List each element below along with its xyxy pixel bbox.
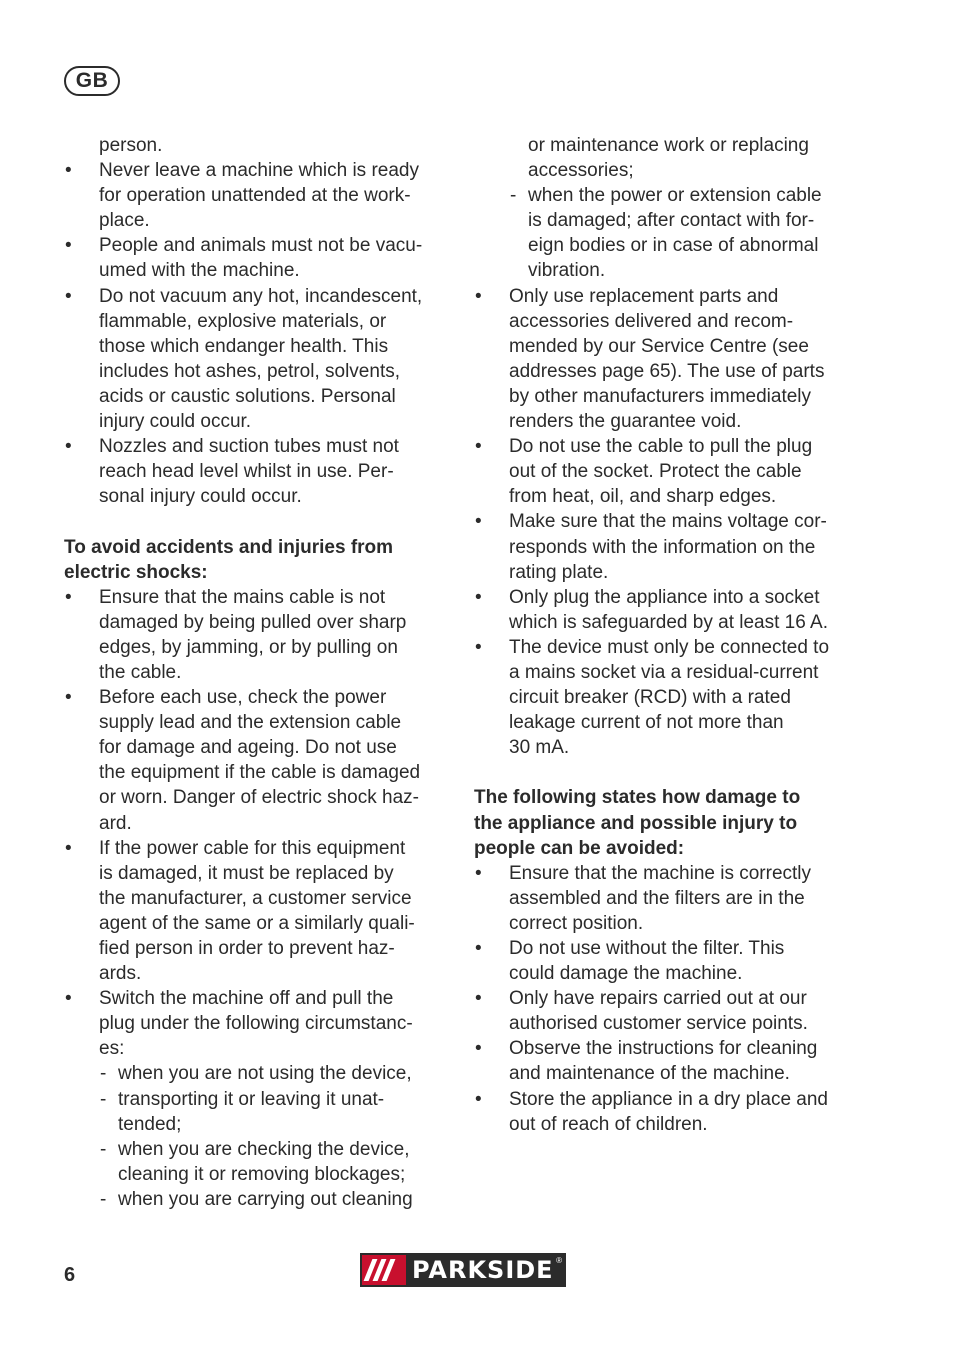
text-line [474, 585, 860, 610]
line-text: 30 mA. [509, 737, 570, 759]
line-text: Only use replacement parts and [509, 285, 779, 307]
bullet-marker: • [65, 436, 72, 458]
text-line [64, 459, 450, 484]
text-line [64, 309, 450, 334]
logo-slashes-icon [362, 1259, 406, 1281]
text-line [64, 1011, 450, 1036]
parkside-logo [360, 1253, 566, 1287]
bullet-marker: • [475, 862, 482, 884]
line-text: supply lead and the extension cable [99, 712, 402, 734]
line-text: when the power or extension cable [528, 185, 822, 207]
line-text: injury could occur. [99, 411, 252, 433]
language-badge: GB [64, 66, 120, 96]
text-line [64, 1112, 450, 1137]
line-text: Only plug the appliance into a socket [509, 586, 820, 608]
text-line [474, 284, 860, 309]
text-line [64, 133, 450, 158]
text-line [64, 685, 450, 710]
bullet-marker: • [475, 285, 482, 307]
line-text: sonal injury could occur. [99, 486, 302, 508]
text-line [474, 384, 860, 409]
line-text: place. [99, 210, 150, 232]
text-line [474, 961, 860, 986]
text-line [64, 936, 450, 961]
text-line [64, 785, 450, 810]
line-text: reach head level whilst in use. Per- [99, 461, 394, 483]
line-text: when you are carrying out cleaning [118, 1188, 413, 1210]
text-line [474, 484, 860, 509]
text-line [64, 158, 450, 183]
text-line [474, 1112, 860, 1137]
section-heading-line [474, 811, 860, 836]
line-text: addresses page 65). The use of parts [509, 360, 825, 382]
line-text: umed with the machine. [99, 260, 300, 282]
line-text: assembled and the filters are in the [509, 887, 805, 909]
text-line [474, 911, 860, 936]
text-line [474, 635, 860, 660]
text-line [474, 1036, 860, 1061]
text-line [474, 660, 860, 685]
line-text: flammable, explosive materials, or [99, 310, 387, 332]
bullet-marker: • [65, 285, 72, 307]
text-line [64, 1036, 450, 1061]
text-line [64, 233, 450, 258]
line-text: the appliance and possible injury to [474, 812, 798, 834]
line-text: es: [99, 1038, 125, 1060]
text-line [474, 133, 860, 158]
line-text: authorised customer service points. [509, 1013, 808, 1035]
text-line [64, 1137, 450, 1162]
line-text: renders the guarantee void. [509, 411, 742, 433]
text-line [64, 961, 450, 986]
line-text: when you are not using the device, [118, 1063, 412, 1085]
dash-marker: - [100, 1063, 107, 1085]
logo-text: PARKSIDE [406, 1255, 564, 1285]
bullet-marker: • [475, 988, 482, 1010]
line-text: people can be avoided: [474, 837, 685, 859]
text-line [474, 861, 860, 886]
line-text: the manufacturer, a customer service [99, 887, 412, 909]
line-text: Ensure that the machine is correctly [509, 862, 812, 884]
text-line [474, 309, 860, 334]
paragraph-gap [64, 509, 450, 534]
text-line [474, 409, 860, 434]
text-line [64, 635, 450, 660]
text-line [64, 660, 450, 685]
dash-marker: - [100, 1138, 107, 1160]
text-line [64, 484, 450, 509]
line-text: Only have repairs carried out at our [509, 988, 807, 1010]
line-text: for damage and ageing. Do not use [99, 737, 397, 759]
text-line [474, 183, 860, 208]
text-line [64, 434, 450, 459]
bullet-marker: • [65, 160, 72, 182]
line-text: correct position. [509, 912, 644, 934]
text-line [474, 936, 860, 961]
line-text: ards. [99, 963, 142, 985]
bullet-marker: • [65, 837, 72, 859]
text-line [64, 836, 450, 861]
line-text: Do not use the cable to pull the plug [509, 436, 813, 458]
page-number: 6 [64, 1264, 76, 1286]
text-line [64, 334, 450, 359]
text-line [474, 233, 860, 258]
line-text: electric shocks: [64, 561, 208, 583]
text-line [474, 208, 860, 233]
text-line [64, 409, 450, 434]
line-text: To avoid accidents and injuries from [64, 536, 394, 558]
bullet-marker: • [65, 586, 72, 608]
bullet-marker: • [475, 938, 482, 959]
line-text: rating plate. [509, 561, 609, 583]
text-line [64, 911, 450, 936]
text-line [64, 1187, 450, 1212]
text-line [64, 284, 450, 309]
line-text: a mains socket via a residual-current [509, 661, 819, 683]
text-line [64, 986, 450, 1011]
line-text: Make sure that the mains voltage cor- [509, 511, 827, 533]
line-text: which is safeguarded by at least 16 A. [509, 611, 828, 633]
text-line [474, 459, 860, 484]
text-line [64, 208, 450, 233]
bullet-marker: • [65, 235, 72, 257]
line-text: Do not vacuum any hot, incandescent, [99, 285, 423, 307]
text-line [64, 710, 450, 735]
line-text: plug under the following circumstanc- [99, 1013, 413, 1035]
line-text: Nozzles and suction tubes must not [99, 436, 399, 458]
section-heading-line [474, 836, 860, 861]
text-line [64, 183, 450, 208]
line-text: Before each use, check the power [99, 687, 387, 709]
dash-marker: - [100, 1188, 107, 1210]
line-text: accessories delivered and recom- [509, 310, 794, 332]
line-text: Switch the machine off and pull the [99, 988, 394, 1010]
line-text: leakage current of not more than [509, 712, 784, 734]
text-line [474, 1061, 860, 1086]
bullet-marker: • [65, 988, 72, 1010]
section-heading-line [474, 785, 860, 810]
line-text: Observe the instructions for cleaning [509, 1038, 818, 1060]
text-line [474, 1087, 860, 1112]
text-line [474, 535, 860, 560]
text-line [474, 986, 860, 1011]
text-line [64, 811, 450, 836]
text-line [474, 258, 860, 283]
line-text: Store the appliance in a dry place and [509, 1088, 828, 1110]
line-text: or maintenance work or replacing [528, 135, 809, 156]
line-text: responds with the information on the [509, 536, 816, 558]
text-line [64, 1061, 450, 1086]
line-text: the equipment if the cable is damaged [99, 762, 421, 784]
line-text: is damaged, it must be replaced by [99, 862, 394, 884]
text-line [64, 384, 450, 409]
line-text: for operation unattended at the work- [99, 185, 411, 207]
text-line [474, 685, 860, 710]
line-text: by other manufacturers immediately [509, 385, 812, 407]
section-heading-line [64, 560, 450, 585]
line-text: acids or caustic solutions. Personal [99, 385, 396, 407]
line-text: Never leave a machine which is ready [99, 160, 419, 182]
text-line [64, 886, 450, 911]
paragraph-gap [474, 760, 860, 785]
line-text: The following states how damage to [474, 787, 801, 809]
right-column [474, 133, 860, 1137]
line-text: circuit breaker (RCD) with a rated [509, 687, 791, 709]
bullet-marker: • [475, 1088, 482, 1110]
line-text: the cable. [99, 661, 182, 683]
line-text: when you are checking the device, [118, 1138, 410, 1160]
left-column [64, 133, 450, 1212]
text-line [474, 610, 860, 635]
text-line [64, 1162, 450, 1187]
bullet-marker: • [475, 586, 482, 608]
bullet-marker: • [475, 436, 482, 458]
bullet-marker: • [475, 1038, 482, 1060]
text-line [474, 560, 860, 585]
line-text: People and animals must not be vacu- [99, 235, 423, 257]
line-text: agent of the same or a similarly quali- [99, 912, 415, 934]
text-line [474, 158, 860, 183]
text-line [64, 359, 450, 384]
text-line [64, 258, 450, 283]
dash-marker: - [100, 1088, 107, 1110]
line-text: or worn. Danger of electric shock haz- [99, 787, 419, 809]
line-text: mended by our Service Centre (see [509, 335, 809, 357]
line-text: edges, by jamming, or by pulling on [99, 636, 398, 658]
line-text: ard. [99, 812, 132, 834]
line-text: damaged by being pulled over sharp [99, 611, 407, 633]
line-text: transporting it or leaving it unat- [118, 1088, 385, 1110]
section-heading-line [64, 535, 450, 560]
line-text: could damage the machine. [509, 963, 743, 985]
text-line [64, 585, 450, 610]
line-text: cleaning it or removing blockages; [118, 1163, 406, 1185]
text-line [474, 886, 860, 911]
line-text: is damaged; after contact with for- [528, 210, 815, 232]
text-line [474, 334, 860, 359]
text-line [474, 509, 860, 534]
line-text: includes hot ashes, petrol, solvents, [99, 360, 401, 382]
text-line [64, 735, 450, 760]
text-line [474, 434, 860, 459]
text-line [474, 359, 860, 384]
line-text: Do not use without the filter. This [509, 938, 785, 959]
line-text: tended; [118, 1113, 182, 1135]
line-text: those which endanger health. This [99, 335, 389, 357]
line-text: fied person in order to prevent haz- [99, 938, 395, 959]
text-line [474, 710, 860, 735]
text-line [474, 735, 860, 760]
text-line [64, 861, 450, 886]
line-text: The device must only be connected to [509, 636, 830, 658]
bullet-marker: • [475, 511, 482, 533]
line-text: and maintenance of the machine. [509, 1063, 790, 1085]
line-text: Ensure that the mains cable is not [99, 586, 386, 608]
line-text: person. [99, 135, 163, 156]
line-text: vibration. [528, 260, 606, 282]
line-text: out of the socket. Protect the cable [509, 461, 802, 483]
line-text: eign bodies or in case of abnormal [528, 235, 819, 257]
line-text: from heat, oil, and sharp edges. [509, 486, 777, 508]
bullet-marker: • [65, 687, 72, 709]
dash-marker: - [510, 185, 517, 207]
text-line [64, 760, 450, 785]
line-text: If the power cable for this equipment [99, 837, 406, 859]
text-line [64, 1087, 450, 1112]
text-line [64, 610, 450, 635]
bullet-marker: • [475, 636, 482, 658]
logo-registered-mark: ® [556, 1256, 562, 1265]
line-text: out of reach of children. [509, 1113, 708, 1135]
line-text: accessories; [528, 160, 634, 182]
text-line [474, 1011, 860, 1036]
